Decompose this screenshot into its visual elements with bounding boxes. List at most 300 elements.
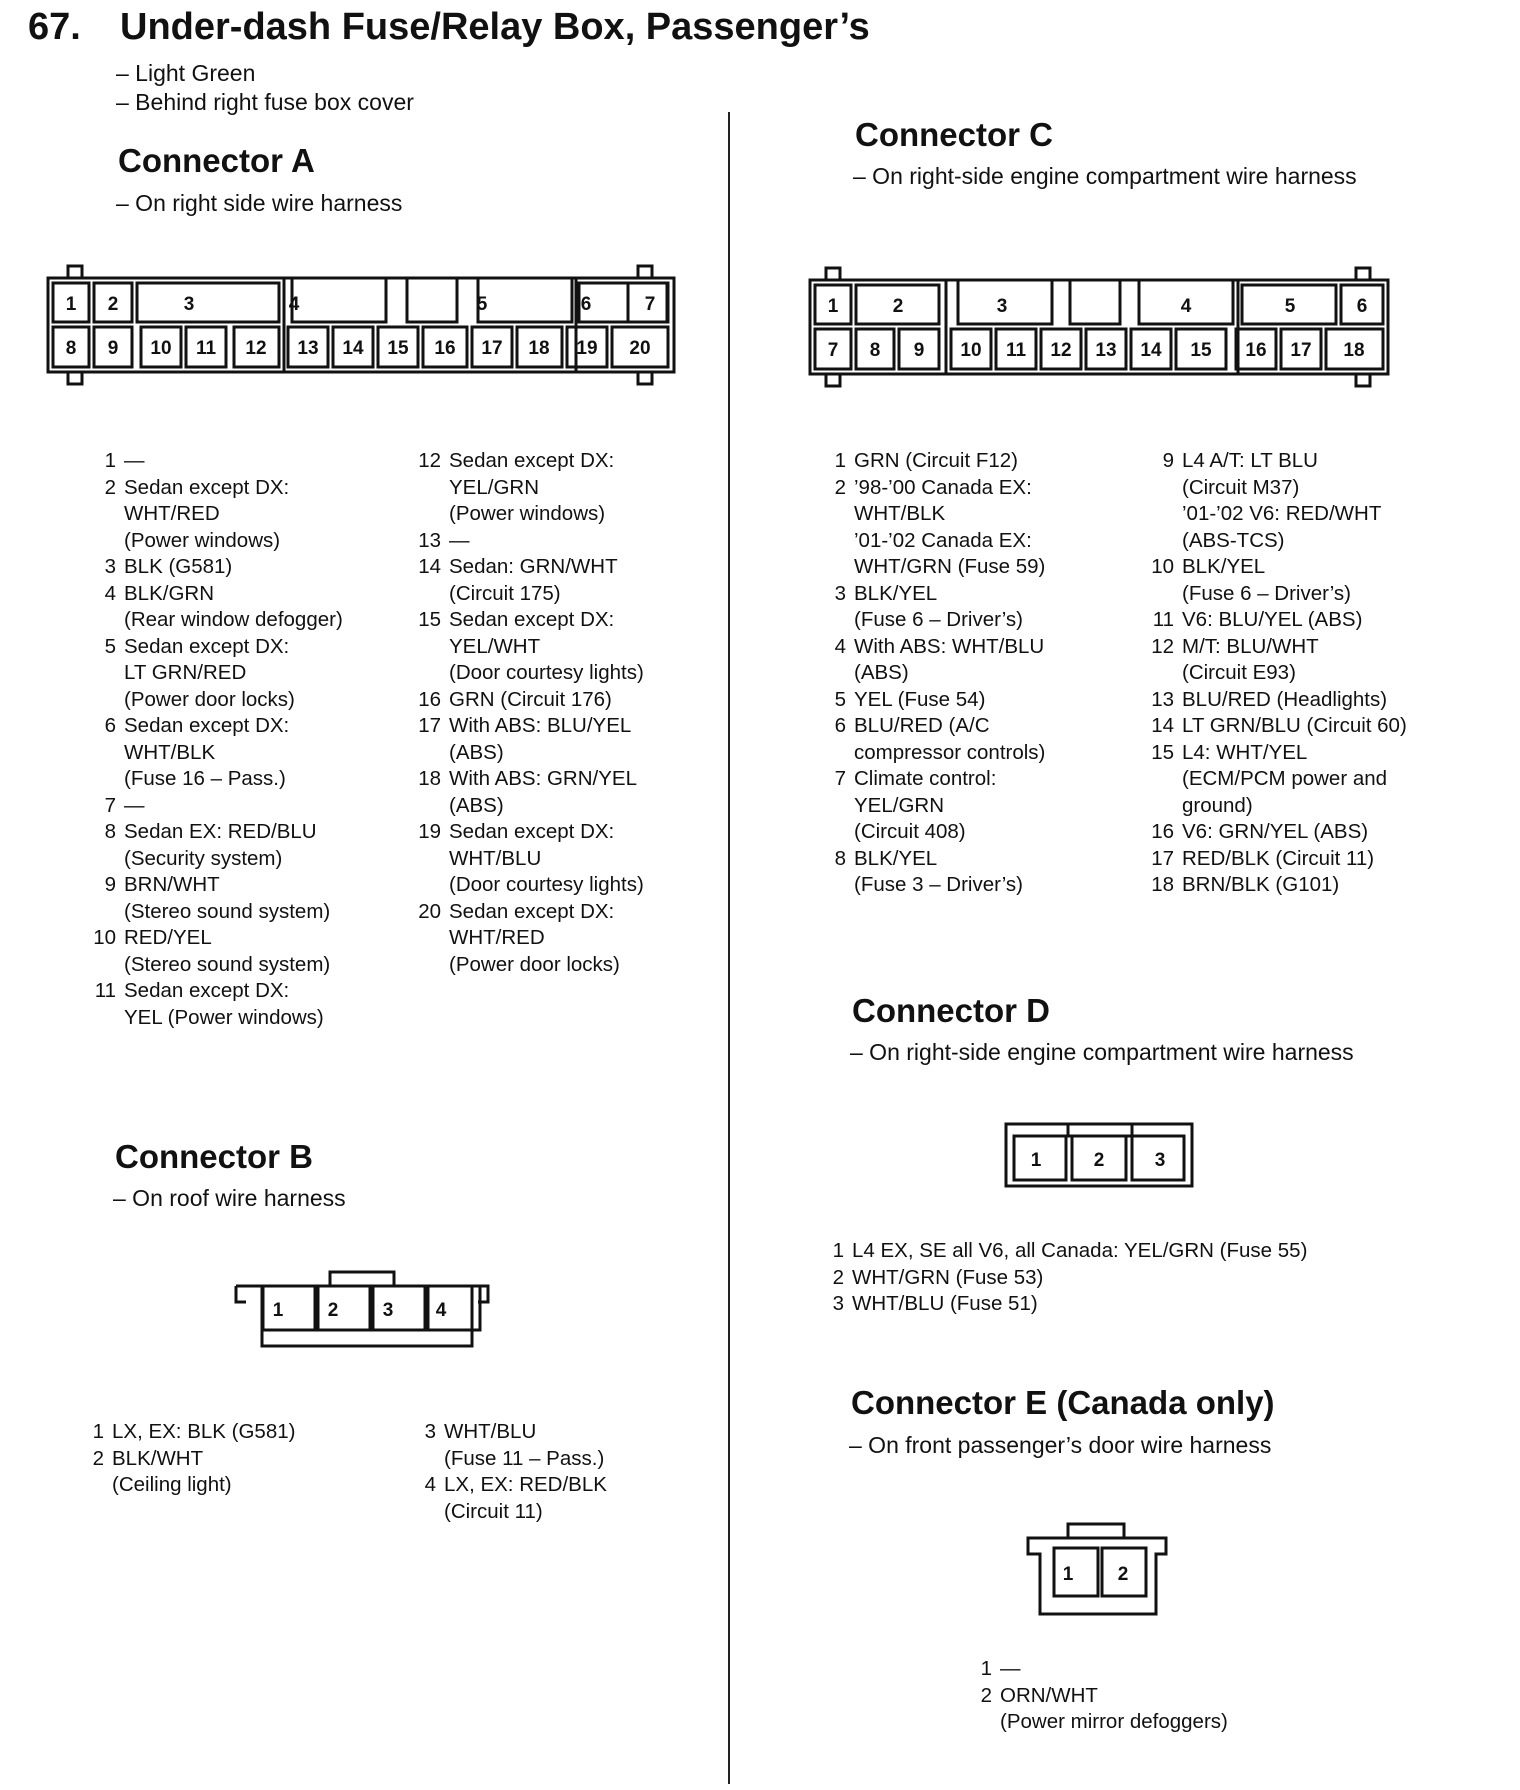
pin-description-line: (Door courtesy lights) xyxy=(449,873,644,896)
pin-entry xyxy=(1140,846,1512,873)
connector-a-pin-list-left xyxy=(82,448,412,1031)
pin-description xyxy=(1000,1656,1021,1683)
pin-number: 20 xyxy=(418,899,441,923)
connector-a-heading: Connector A xyxy=(118,142,315,179)
pin-entry xyxy=(820,1265,1480,1292)
pin-description-line: GRN (Circuit 176) xyxy=(449,687,612,711)
pin-description-line: YEL (Power windows) xyxy=(124,1005,324,1029)
pin-entry xyxy=(822,846,1152,899)
pin-number: 14 xyxy=(1151,714,1174,737)
pin-number: 7 xyxy=(834,767,846,790)
pin-number: 19 xyxy=(418,820,441,843)
pin-number: 2 xyxy=(104,475,116,499)
connector-c-pin-label: 16 xyxy=(1245,340,1267,361)
pin-entry xyxy=(412,1472,712,1525)
pin-number: 13 xyxy=(1151,687,1174,711)
connector-b-heading: Connector B xyxy=(115,1138,313,1175)
connector-a-pin-label: 19 xyxy=(576,338,598,359)
pin-entry xyxy=(407,448,727,528)
pin-description xyxy=(449,899,620,979)
pin-entry xyxy=(1140,554,1512,607)
connector-a-pin-label: 2 xyxy=(107,294,119,315)
pin-description-line: BLK (G581) xyxy=(124,555,233,578)
pin-description xyxy=(854,713,1045,766)
pin-description xyxy=(1182,607,1362,634)
section-number: 67. xyxy=(28,6,81,48)
pin-number: 8 xyxy=(834,846,846,870)
connector-c-pin-list-left xyxy=(822,448,1152,899)
connector-c-pin-label: 18 xyxy=(1343,340,1365,361)
pin-entry xyxy=(412,1419,712,1472)
pin-entry xyxy=(407,899,727,979)
connector-a-pin-label: 7 xyxy=(644,294,656,315)
pin-description-line: With ABS: GRN/YEL xyxy=(449,767,637,790)
pin-description-line: (Fuse 3 – Driver’s) xyxy=(854,873,1023,896)
pin-description-line: GRN (Circuit F12) xyxy=(854,449,1019,472)
pin-number: 1 xyxy=(92,1420,104,1443)
pin-description-line: (ABS) xyxy=(449,793,504,817)
pin-description xyxy=(112,1419,295,1446)
pin-description-line: (Circuit 175) xyxy=(449,581,561,605)
pin-entry xyxy=(1140,713,1512,740)
pin-description-line: (Door courtesy lights) xyxy=(449,661,644,684)
pin-number: 18 xyxy=(1151,873,1174,896)
pin-description-line: WHT/RED xyxy=(124,502,220,525)
connector-b-pin-label: 1 xyxy=(272,1300,284,1321)
pin-entry xyxy=(80,1419,400,1446)
connector-c-pin-label: 9 xyxy=(913,340,925,361)
pin-number: 12 xyxy=(1151,634,1174,658)
pin-number: 14 xyxy=(418,555,441,578)
pin-description xyxy=(1182,740,1387,820)
pin-description-line: Sedan except DX: xyxy=(124,475,290,499)
pin-number: 18 xyxy=(418,767,441,790)
pin-description-line: RED/YEL xyxy=(124,926,212,949)
pin-description-line: Sedan: GRN/WHT xyxy=(449,555,618,578)
pin-description-line: (Circuit E93) xyxy=(1182,661,1296,684)
connector-c-pin-label: 10 xyxy=(960,340,982,361)
pin-description xyxy=(449,687,612,714)
pin-description-line: (ABS-TCS) xyxy=(1182,528,1285,552)
pin-entry xyxy=(822,634,1152,687)
connector-b-pin-label: 2 xyxy=(327,1300,339,1321)
pin-number: 10 xyxy=(93,926,116,949)
pin-description-line: L4 A/T: LT BLU xyxy=(1182,449,1318,472)
pin-description-line: (Circuit 408) xyxy=(854,820,966,843)
pin-description-line: With ABS: BLU/YEL xyxy=(449,714,632,737)
connector-c-pin-label: 15 xyxy=(1190,340,1212,361)
pin-number: 1 xyxy=(832,1239,844,1262)
pin-description-line: Sedan except DX: xyxy=(124,714,290,737)
pin-entry xyxy=(82,475,412,555)
pin-number: 4 xyxy=(424,1473,436,1496)
connector-a-location: – On right side wire harness xyxy=(116,190,403,216)
pin-description-line: BLK/YEL xyxy=(854,846,938,870)
pin-description xyxy=(124,925,330,978)
pin-description-line: Sedan except DX: xyxy=(449,899,615,923)
pin-description-line: BLU/RED (A/C xyxy=(854,714,990,737)
pin-entry xyxy=(1140,607,1512,634)
pin-description-line: WHT/GRN (Fuse 59) xyxy=(854,555,1046,578)
pin-number: 9 xyxy=(1162,449,1174,472)
connector-a-pin-label: 8 xyxy=(65,338,77,359)
connector-a-pin-label: 3 xyxy=(183,294,195,315)
pin-description-line: BRN/WHT xyxy=(124,873,220,896)
connector-d-pin-label: 2 xyxy=(1093,1150,1105,1171)
pin-entry xyxy=(80,1446,400,1499)
pin-number: 9 xyxy=(104,873,116,896)
pin-description xyxy=(1182,687,1387,714)
pin-description-line: (ABS) xyxy=(449,740,504,764)
pin-description-line: (Power windows) xyxy=(124,528,281,552)
pin-description-line: V6: BLU/YEL (ABS) xyxy=(1182,608,1363,631)
connector-c-pin-label: 4 xyxy=(1180,296,1192,317)
pin-description-line: ’98-’00 Canada EX: xyxy=(854,475,1032,499)
connector-a-pin-label: 6 xyxy=(580,294,592,315)
pin-number: 6 xyxy=(834,714,846,737)
connector-c-pin-list-right xyxy=(1140,448,1512,899)
pin-description-line: — xyxy=(449,528,470,552)
pin-entry xyxy=(822,766,1152,846)
connector-a-pin-label: 16 xyxy=(434,338,456,359)
pin-description-line: (Power door locks) xyxy=(124,687,295,711)
pin-number: 3 xyxy=(104,555,116,578)
pin-description xyxy=(854,687,985,714)
connector-a-pin-label: 20 xyxy=(629,338,651,359)
pin-description-line: WHT/BLK xyxy=(854,502,946,525)
connector-a-pin-label: 13 xyxy=(297,338,319,359)
connector-c-pin-label: 7 xyxy=(827,340,839,361)
pin-entry xyxy=(1140,448,1512,554)
pin-description xyxy=(124,713,289,793)
pin-description-line: BLU/RED (Headlights) xyxy=(1182,687,1388,711)
pin-number: 2 xyxy=(980,1683,992,1707)
pin-description xyxy=(1182,846,1374,873)
pin-entry xyxy=(822,687,1152,714)
connector-a-pin-label: 5 xyxy=(476,294,488,315)
pin-description-line: (Fuse 16 – Pass.) xyxy=(124,767,286,790)
pin-description-line: Sedan except DX: xyxy=(124,979,290,1002)
pin-entry xyxy=(822,713,1152,766)
pin-description xyxy=(124,448,145,475)
connector-a-pin-label: 14 xyxy=(342,338,364,359)
pin-description xyxy=(449,448,614,528)
pin-number: 1 xyxy=(834,449,846,472)
pin-description-line: (ABS) xyxy=(854,661,909,684)
pin-number: 2 xyxy=(832,1265,844,1289)
pin-description-line: WHT/BLU (Fuse 51) xyxy=(852,1292,1038,1315)
connector-c-pin-label: 13 xyxy=(1095,340,1117,361)
pin-entry xyxy=(82,581,412,634)
pin-entry xyxy=(407,766,727,819)
connector-b-pin-list-left xyxy=(80,1419,400,1499)
pin-description xyxy=(1182,819,1368,846)
pin-description-line: (Security system) xyxy=(124,846,283,870)
pin-description-line: (Fuse 6 – Driver’s) xyxy=(854,608,1023,631)
connector-d-heading: Connector D xyxy=(852,992,1050,1029)
connector-c-heading: Connector C xyxy=(855,116,1053,153)
pin-description xyxy=(112,1446,232,1499)
pin-description-line: (Ceiling light) xyxy=(112,1473,232,1496)
pin-description-line: (Stereo sound system) xyxy=(124,899,331,923)
connector-e-diagram xyxy=(1026,1522,1168,1618)
pin-entry xyxy=(1140,634,1512,687)
pin-entry xyxy=(82,793,412,820)
pin-description xyxy=(854,475,1045,581)
pin-entry xyxy=(820,1238,1480,1265)
pin-description-line: YEL/WHT xyxy=(449,634,541,658)
pin-description xyxy=(1182,713,1407,740)
pin-description-line: BRN/BLK (G101) xyxy=(1182,873,1340,896)
pin-entry xyxy=(822,475,1152,581)
connector-d-diagram xyxy=(1004,1122,1194,1188)
connector-a-pin-label: 9 xyxy=(107,338,119,359)
pin-description xyxy=(852,1265,1043,1292)
section-title: Under-dash Fuse/Relay Box, Passenger’s xyxy=(120,6,870,48)
pin-description-line: WHT/GRN (Fuse 53) xyxy=(852,1265,1044,1289)
pin-number: 12 xyxy=(418,449,441,472)
pin-number: 5 xyxy=(104,634,116,658)
connector-a-pin-label: 10 xyxy=(150,338,172,359)
pin-description-line: Sedan except DX: xyxy=(449,820,615,843)
connector-c-pin-label: 6 xyxy=(1356,296,1368,317)
pin-description xyxy=(1182,872,1339,899)
pin-description xyxy=(444,1472,607,1525)
pin-number: 1 xyxy=(104,449,116,472)
connector-c-pin-label: 11 xyxy=(1005,340,1027,361)
connector-e-pin-label: 2 xyxy=(1117,1564,1129,1585)
pin-description xyxy=(124,634,295,714)
pin-entry xyxy=(1140,872,1512,899)
pin-description-line: LT GRN/RED xyxy=(124,661,247,684)
pin-description-line: Sedan except DX: xyxy=(449,608,615,631)
pin-number: 3 xyxy=(834,581,846,605)
connector-c-pin-label: 1 xyxy=(827,296,839,317)
connector-c-location: – On right-side engine compartment wire harness xyxy=(853,163,1357,189)
connector-b-pin-label: 3 xyxy=(382,1300,394,1321)
pin-number: 7 xyxy=(104,793,116,817)
pin-description-line: ’01-’02 V6: RED/WHT xyxy=(1182,502,1382,525)
pin-number: 5 xyxy=(834,687,846,711)
pin-number: 11 xyxy=(94,979,116,1002)
pin-description xyxy=(854,448,1018,475)
connector-e-pin-list xyxy=(968,1656,1368,1736)
pin-description xyxy=(449,528,470,555)
pin-entry xyxy=(407,607,727,687)
pin-description-line: Sedan except DX: xyxy=(124,634,290,658)
connector-c-pin-label: 5 xyxy=(1284,296,1296,317)
pin-description xyxy=(852,1291,1038,1318)
pin-description-line: — xyxy=(124,793,145,817)
pin-description-line: Sedan EX: RED/BLU xyxy=(124,820,317,843)
pin-description xyxy=(124,978,324,1031)
pin-number: 2 xyxy=(834,475,846,499)
connector-b-pin-list-right xyxy=(412,1419,712,1525)
pin-description xyxy=(1000,1683,1228,1736)
connector-d-pin-list xyxy=(820,1238,1480,1318)
pin-description xyxy=(124,554,232,581)
pin-number: 17 xyxy=(418,714,441,737)
pin-entry xyxy=(407,687,727,714)
pin-entry xyxy=(1140,687,1512,714)
pin-entry xyxy=(407,819,727,899)
pin-entry xyxy=(822,581,1152,634)
connector-a-pin-label: 4 xyxy=(288,294,300,315)
pin-description-line: RED/BLK (Circuit 11) xyxy=(1182,846,1375,870)
connector-a-pin-label: 17 xyxy=(481,338,503,359)
pin-description-line: Climate control: xyxy=(854,767,997,790)
pin-description-line: ground) xyxy=(1182,793,1253,817)
connector-d-pin-label: 1 xyxy=(1030,1150,1042,1171)
pin-description xyxy=(854,846,1023,899)
pin-description xyxy=(852,1238,1307,1265)
pin-number: 17 xyxy=(1151,846,1174,870)
pin-entry xyxy=(82,872,412,925)
pin-entry xyxy=(968,1683,1368,1736)
pin-description xyxy=(124,581,343,634)
pin-description xyxy=(449,607,644,687)
pin-description-line: M/T: BLU/WHT xyxy=(1182,634,1319,658)
pin-number: 4 xyxy=(104,581,116,605)
pin-description-line: LX, EX: RED/BLK xyxy=(444,1473,607,1496)
connector-b-diagram xyxy=(234,1270,490,1352)
connector-a-pin-label: 11 xyxy=(195,338,217,359)
pin-number: 4 xyxy=(834,634,846,658)
pin-description-line: WHT/BLU xyxy=(444,1420,537,1443)
pin-description-line: LT GRN/BLU (Circuit 60) xyxy=(1182,714,1407,737)
pin-description-line: — xyxy=(124,449,145,472)
pin-description-line: (Fuse 6 – Driver’s) xyxy=(1182,581,1351,605)
connector-a-diagram xyxy=(46,264,680,386)
pin-number: 15 xyxy=(418,608,441,631)
connector-c-diagram xyxy=(808,266,1392,388)
pin-description-line: ORN/WHT xyxy=(1000,1683,1098,1707)
pin-description xyxy=(1182,634,1319,687)
pin-entry xyxy=(1140,819,1512,846)
connector-c-pin-label: 17 xyxy=(1290,340,1312,361)
pin-entry xyxy=(407,528,727,555)
pin-entry xyxy=(82,448,412,475)
pin-description-line: WHT/RED xyxy=(449,926,545,949)
connector-c-pin-label: 8 xyxy=(869,340,881,361)
pin-description xyxy=(1182,448,1381,554)
intro-location: – Behind right fuse box cover xyxy=(116,89,414,115)
connector-c-pin-label: 2 xyxy=(892,296,904,317)
pin-description xyxy=(449,819,644,899)
pin-entry xyxy=(82,713,412,793)
connector-c-pin-label: 12 xyxy=(1050,340,1072,361)
pin-description xyxy=(449,766,637,819)
connector-d-location: – On right-side engine compartment wire harness xyxy=(850,1039,1354,1065)
pin-description-line: (Rear window defogger) xyxy=(124,608,343,631)
pin-number: 3 xyxy=(424,1420,436,1443)
pin-description-line: BLK/YEL xyxy=(1182,555,1266,578)
pin-number: 15 xyxy=(1151,740,1174,764)
pin-number: 13 xyxy=(418,528,441,552)
pin-description-line: (Power windows) xyxy=(449,502,606,525)
pin-description-line: — xyxy=(1000,1657,1021,1680)
pin-description-line: BLK/YEL xyxy=(854,581,938,605)
connector-e-location: – On front passenger’s door wire harness xyxy=(849,1432,1272,1458)
pin-description xyxy=(854,581,1023,634)
pin-description-line: V6: GRN/YEL (ABS) xyxy=(1182,820,1369,843)
connector-a-pin-label: 12 xyxy=(245,338,267,359)
pin-description-line: YEL (Fuse 54) xyxy=(854,687,986,711)
pin-entry xyxy=(1140,740,1512,820)
pin-description xyxy=(444,1419,604,1472)
pin-description-line: WHT/BLU xyxy=(449,846,542,870)
pin-description-line: BLK/GRN xyxy=(124,581,214,605)
pin-description-line: WHT/BLK xyxy=(124,740,216,764)
pin-description-line: (Circuit M37) xyxy=(1182,475,1300,499)
pin-entry xyxy=(82,554,412,581)
connector-e-pin-label: 1 xyxy=(1062,1564,1074,1585)
pin-description xyxy=(449,713,631,766)
pin-description-line: (Fuse 11 – Pass.) xyxy=(444,1446,605,1470)
pin-description-line: ’01-’02 Canada EX: xyxy=(854,528,1032,552)
pin-number: 8 xyxy=(104,820,116,843)
pin-description xyxy=(854,634,1044,687)
connector-b-pin-label: 4 xyxy=(435,1300,447,1321)
pin-number: 1 xyxy=(980,1657,992,1680)
connector-a-pin-label: 18 xyxy=(528,338,550,359)
pin-description xyxy=(854,766,996,846)
pin-entry xyxy=(82,925,412,978)
pin-description-line: YEL/GRN xyxy=(449,475,539,499)
connector-b-location: – On roof wire harness xyxy=(113,1185,346,1211)
pin-entry xyxy=(820,1291,1480,1318)
connector-c-pin-label: 3 xyxy=(996,296,1008,317)
pin-entry xyxy=(82,634,412,714)
pin-description-line: Sedan except DX: xyxy=(449,449,615,472)
pin-description-line: compressor controls) xyxy=(854,740,1046,764)
pin-description xyxy=(124,872,330,925)
page-title xyxy=(28,6,870,49)
connector-c-pin-label: 14 xyxy=(1140,340,1162,361)
intro-color: – Light Green xyxy=(116,60,256,86)
pin-number: 11 xyxy=(1152,608,1174,631)
pin-description-line: LX, EX: BLK (G581) xyxy=(112,1420,296,1443)
pin-number: 16 xyxy=(418,687,441,711)
pin-number: 3 xyxy=(832,1292,844,1315)
pin-entry xyxy=(82,978,412,1031)
pin-number: 6 xyxy=(104,714,116,737)
connector-a-pin-list-right xyxy=(407,448,727,978)
connector-d-pin-label: 3 xyxy=(1154,1150,1166,1171)
connector-a-pin-label: 1 xyxy=(65,294,77,315)
pin-number: 10 xyxy=(1151,555,1174,578)
pin-description xyxy=(124,819,317,872)
pin-entry xyxy=(822,448,1152,475)
connector-e-heading: Connector E (Canada only) xyxy=(851,1384,1275,1421)
pin-entry xyxy=(82,819,412,872)
pin-description xyxy=(449,554,618,607)
pin-number: 2 xyxy=(92,1446,104,1470)
pin-description-line: (Circuit 11) xyxy=(444,1499,543,1523)
pin-description-line: (Power door locks) xyxy=(449,952,620,976)
column-divider xyxy=(728,112,730,1784)
pin-description xyxy=(124,793,145,820)
pin-description-line: BLK/WHT xyxy=(112,1446,204,1470)
pin-description-line: (Stereo sound system) xyxy=(124,952,331,976)
connector-a-pin-label: 15 xyxy=(387,338,409,359)
pin-entry xyxy=(968,1656,1368,1683)
pin-number: 16 xyxy=(1151,820,1174,843)
pin-description-line: YEL/GRN xyxy=(854,793,944,817)
pin-description xyxy=(124,475,289,555)
pin-description-line: (Power mirror defoggers) xyxy=(1000,1710,1228,1733)
pin-description-line: With ABS: WHT/BLU xyxy=(854,634,1045,658)
